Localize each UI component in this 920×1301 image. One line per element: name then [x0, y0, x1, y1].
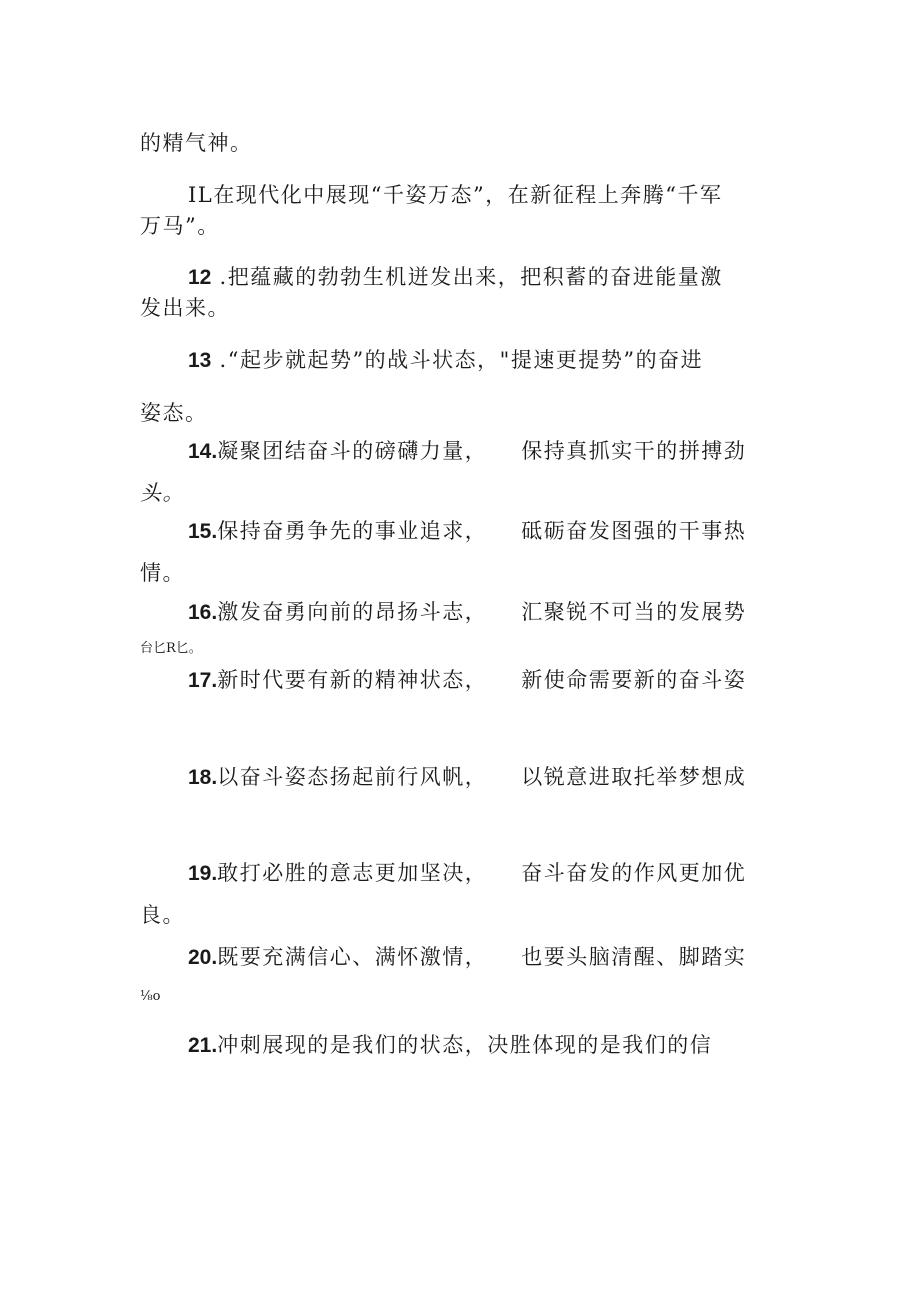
paragraph-line: IL在现代化中展现“千姿万态”，在新征程上奔腾“千军 — [188, 183, 723, 207]
numbered-item: 15.保持奋勇争先的事业追求， 砥砺奋发图强的干事热 — [188, 519, 747, 543]
numbered-item: 16.激发奋勇向前的昂扬斗志， 汇聚锐不可当的发展势 — [188, 600, 747, 624]
paragraph-line: 头。 — [140, 481, 185, 505]
item-number: 14. — [188, 440, 218, 463]
numbered-item: 20.既要充满信心、满怀激情， 也要头脑清醒、脚踏实 — [188, 945, 747, 969]
paragraph-line: 姿态。 — [140, 401, 208, 425]
paragraph-line: 良。 — [140, 903, 185, 927]
item-number: 18. — [188, 766, 218, 789]
item-number: 19. — [188, 862, 218, 885]
numbered-item: 13 .“起步就起势”的战斗状态，"提速更提势”的奋进 — [188, 348, 704, 372]
item-number: 20. — [188, 946, 218, 969]
paragraph-line: 情。 — [140, 561, 185, 585]
item-number: 13 — [188, 349, 212, 372]
numbered-item: 14.凝聚团结奋斗的磅礴力量， 保持真抓实干的拼搏劲 — [188, 439, 747, 463]
item-number: 17. — [188, 669, 218, 692]
paragraph-line: 台匕R匕。 — [140, 641, 202, 656]
numbered-item: 12 .把蕴藏的勃勃生机迸发出来，把积蓄的奋进能量激 — [188, 265, 723, 289]
item-number: 12 — [188, 266, 212, 289]
item-number: 21. — [188, 1034, 218, 1057]
paragraph-line: 的精气神。 — [140, 131, 253, 155]
numbered-item: 18.以奋斗姿态扬起前行风帆， 以锐意进取托举梦想成 — [188, 765, 747, 789]
paragraph-line: ⅛o — [140, 989, 161, 1004]
numbered-item: 17.新时代要有新的精神状态， 新使命需要新的奋斗姿 — [188, 668, 747, 692]
numbered-item: 19.敢打必胜的意志更加坚决， 奋斗奋发的作风更加优 — [188, 861, 747, 885]
paragraph-line: 万马”。 — [140, 214, 220, 238]
item-number: 16. — [188, 601, 218, 624]
paragraph-line: 发出来。 — [140, 296, 230, 320]
numbered-item: 21.冲刺展现的是我们的状态，决胜体现的是我们的信 — [188, 1033, 713, 1057]
item-number: 15. — [188, 520, 218, 543]
